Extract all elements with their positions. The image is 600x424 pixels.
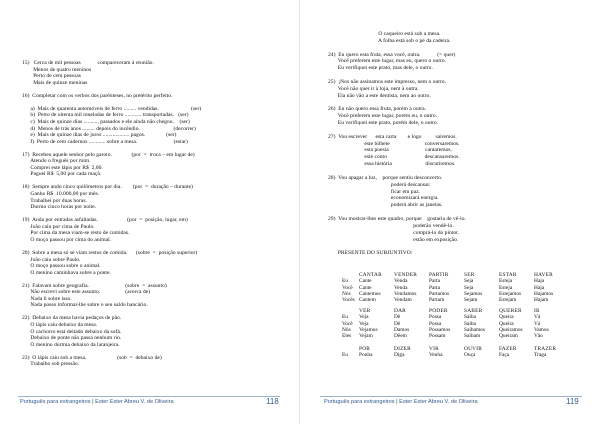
verb-header-cell: POR [359,346,371,352]
left-footer-text: Português para estrangeiros | Ester Ester Abreu V. de Oliveira [20,399,174,405]
left-page-text-line: O cachorro está deitado debaixo da sofá. [22,328,122,335]
conjugated-form-cell: Faça [499,352,510,359]
verb-header-cell: DAR [394,308,406,314]
conjugated-form-cell: Esteja [499,278,513,285]
conjugated-form-cell: Sejam [464,297,478,304]
left-page-text-line: Nada li sobre isso. [22,295,72,302]
right-page-text-line: poderão vendê-lo. [328,222,454,229]
left-page-text-line: e) Mais de quinze dias de juros ................... pagos. (ser) [22,132,177,139]
right-page-text-line: este bilhete conversaremos. [328,140,460,147]
left-page-text-line: Atendo o freguês por mim. [22,158,91,165]
pronoun-cell: Eles [342,333,352,340]
left-page-text-line: João caiu sobre Paulo. [22,256,81,263]
conjugated-form-cell: Dê [394,320,401,327]
right-page-text-line: 25) ¡Nos não assinamos este impresso, nem o outro. [328,78,446,85]
right-page-text-line: 28) Vou apagar a luz, porque sentiu desconcerto. [328,174,443,181]
left-page-text-line: 23) O lápis caiu sob a mesa. (sob = debaixo de) [22,354,162,361]
conjugated-form-cell: Haja [534,278,545,285]
conjugated-form-cell: Veja [359,314,369,321]
left-page-text-line: a) Mais de quarenta automóveis de ferro ......... vendidas. (ser) [22,105,202,112]
conjugated-form-cell: Possa [429,314,442,321]
conjugated-form-cell: Hajam [534,297,549,304]
conjugated-form-cell: Partamos [429,290,450,297]
left-page-text-line: Comprei este lápis por R$ 2,00. [22,164,103,171]
right-page-text-line: PRESENTE DO SUBJUNTIVO: [328,250,413,257]
right-page-text-line: poderá abrir as janelas. [328,202,443,209]
conjugation-row [342,333,569,339]
verb-header-cell: TRAZER [534,346,557,352]
conjugated-form-cell: Parta [429,284,441,291]
right-page [300,0,600,424]
right-page-text-line: 26) Eu não quero essa fruta, porém a outra. [328,106,427,113]
left-page-number: 118 [266,397,279,406]
left-page-text-line: Debaixo de ponte não passa nenhum rio. [22,335,122,342]
conjugated-form-cell: Possamos [429,326,451,333]
conjugated-form-cell: Cante [359,284,372,291]
conjugated-form-cell: Queira [499,320,514,327]
left-page-text-line: 20) Sobre a mesa só se viam restos de comida. (sobre = posição superior) [22,249,198,256]
verb-header-cell: DIZER [394,346,411,352]
pronoun-cell: Nós [342,326,351,333]
conjugated-form-cell: Parta [429,278,441,285]
pronoun-cell: Vocês [342,297,355,304]
conjugated-form-cell: Saiba [464,314,476,321]
conjugated-form-cell: Vamos [534,326,549,333]
conjugated-form-cell: Venda [394,278,408,285]
left-page-text-line: f) Perto de cem cadernos ............ sobre a mesa. (estar) [22,138,188,145]
left-page-text-line: O lápis caiu debaixo da mesa. [22,322,98,328]
left-footer-rule [18,396,280,397]
conjugated-form-cell: Vejamos [359,326,378,333]
conjugated-form-cell: Venda [394,284,408,291]
pronoun-cell: Você [342,284,353,291]
conjugated-form-cell: Traga [534,352,547,359]
conjugated-form-cell: Cantem [359,297,376,304]
verb-header-cell: PODER [429,308,448,314]
right-page-text-line: A folha está sob o pé da cadeira. [328,37,451,44]
right-page-text-line: essa história discutiremos. [328,161,456,168]
conjugated-form-cell: Esteja [499,284,513,291]
left-page-text-line: 21) Falavam sobre geografia. (sobre = assunto) [22,282,167,289]
conjugated-form-cell: Damos [394,326,410,333]
verb-header-cell: QUERER [499,308,522,314]
conjugated-form-cell: Saiba [464,320,476,327]
left-page-text-line: b) Perto de oitenta mil toneladas de ferro ............ transportadas. (ser) [22,112,189,119]
right-footer-text: Português para estrangeiros | Ester Ester Abreu V. de Oliveira [324,399,478,405]
left-page-text-line: O moço passou por cima do animal. [22,236,112,243]
conjugated-form-cell: Saibam [464,333,481,340]
conjugated-form-cell: Ouça [464,352,476,359]
left-page-text-line: Ganho R$ 10.000,00 por mês. [22,191,100,197]
conjugation-row [342,352,569,358]
pronoun-cell: Você [342,320,353,327]
right-page-text-line: Eu verifiquei este prato, porém dele, o outro. [328,120,439,127]
conjugated-form-cell: Possam [429,333,446,340]
verb-header-cell: FAZER [499,346,517,352]
conjugated-form-cell: Dê [394,314,401,321]
right-page-text-line: 24) Eu quero esta fruta, essa você, outra. (= quer) [328,51,456,58]
conjugated-form-cell: Diga [394,352,405,359]
conjugated-form-cell: Vá [534,314,541,321]
conjugated-form-cell: Vejam [359,333,373,340]
conjugated-form-cell: Queiram [499,333,518,340]
left-page-text-line: O menino dormia debaixo da laranjeira. [22,341,120,348]
right-page-text-line: Você preferem este lugar, porém eu, o outro. [328,113,438,120]
right-page-text-line: O caqueiro está sob a mesa. [328,31,441,37]
verb-header-cell: OUVIR [464,346,483,352]
conjugation-table-1 [342,272,569,303]
left-page-text-line: 19) Anda por entradas asfaltadas. (por = posição, lugar, em) [22,217,188,224]
verb-header-cell: IR [534,308,540,314]
right-page-text-line: Você preferem este lugar, mas eu, quero o outro. [328,58,446,65]
left-page-text-line: Durmo cinco horas por noite. [22,204,97,211]
right-page-text-line: comprá-lo do pintor. [328,229,460,236]
verb-header-cell: PARTIR [429,272,449,278]
left-page-text-line: João caiu por cima de Paulo. [22,223,95,230]
conjugated-form-cell: Saibamos [464,326,485,333]
conjugated-form-cell: Haja [534,284,545,291]
conjugated-form-cell: Dêem [394,333,407,340]
left-page-text-line: 18) Sempre ando cinco quilômetros por dia. (por = duração – durante) [22,184,193,191]
verb-header-cell: SABER [464,308,483,314]
verb-header-cell: CANTAR [359,272,382,278]
right-footer-rule [320,396,582,397]
left-page-text-line: 22) Debaixo da mesa havia pedaços de pão. [22,315,122,322]
left-page-text-line: d) Menos de trás anos ......... depois do incêndio. (decorrer) [22,125,196,132]
conjugated-form-cell: Seja [464,278,474,285]
conjugated-form-cell: Vendam [394,297,412,304]
conjugated-form-cell: Seja [464,284,474,291]
pronoun-cell: Eu [342,314,348,321]
verb-header-cell: VIR [429,346,439,352]
right-page-text-line: 29) Vou mostrar-lhes este quadro, porque gostaria de vê-lo. [328,215,466,222]
verb-header-cell: VENDER [394,272,418,278]
right-page-text-line: ficar em paz. [328,188,420,195]
verb-header-cell: HAVER [534,272,553,278]
right-page-text-line: Eu verifiquei este prato, mas dele, o outro. [328,65,433,72]
left-page-text-line: Menos de quatro meninos [22,66,92,73]
left-page-text-line: Nada posso informar-lhe sobre o seu saldo bancário. [22,302,148,309]
pronoun-cell: Eu [342,278,348,285]
right-page-text-line: poderá descansar. [328,181,431,188]
right-page-text-line: Ela não vão a este dentista, nem ao outro. [328,92,431,99]
right-page-text-line: Você não quer ir à loja, nem à outra. [328,85,419,92]
left-page-text-line: 16) Completar com os verbos dos parênteses, no pretérito perfeito. [22,92,173,99]
right-page-number: 119 [566,397,579,406]
pronoun-cell: Eu [342,352,348,359]
conjugated-form-cell: Queiramos [499,326,523,333]
right-page-text-line: economizará energia. [328,195,439,202]
pronoun-cell: Nós [342,290,351,297]
conjugation-table-2 [342,308,569,339]
left-page-text-line: Mais de quinze meninas [22,79,88,86]
conjugated-form-cell: Queira [499,314,514,321]
left-page-text-line: c) Mais de quinze dias ........... passados e ele ainda não chegou. (ser) [22,118,190,125]
conjugated-form-cell: Estejam [499,297,517,304]
left-page-text-line: Perto de cem pessoas [22,73,81,80]
conjugated-form-cell: Veja [359,320,369,327]
conjugated-form-cell: Cante [359,278,372,285]
left-page-text-line: Não escrevi sobre este assunto. (acerca de) [22,289,150,296]
left-page-text-line: Paguei R$ 5,00 por cada maçã. [22,171,102,178]
conjugated-form-cell: Partam [429,297,445,304]
conjugated-form-cell: Vendamos [394,290,417,297]
conjugated-form-cell: Hajamos [534,290,554,297]
conjugation-row [342,297,569,303]
conjugated-form-cell: Vá [534,320,541,327]
conjugated-form-cell: Cantemos [359,290,381,297]
left-page-text-line: O menino caminhava sobre a ponte. [22,269,111,276]
right-page-text-line: esta poesia cantaremos. [328,147,452,154]
verb-header-cell: VER [359,308,371,314]
right-page-text-line: estão em exposição. [328,236,459,243]
left-page-text-line: Trabalhei por duas horas. [22,197,87,204]
conjugated-form-cell: Sejamos [464,290,483,297]
left-page-text-line: O moço passou sobre o animal. [22,263,101,270]
verb-header-cell: ESTAR [499,272,517,278]
left-page-text-line: Trabalho sob pressão. [22,361,80,368]
conjugated-form-cell: Venha [429,352,443,359]
conjugation-table-3 [342,346,569,359]
conjugated-form-cell: Possa [429,320,442,327]
left-page-text-line: Por cima da mesa viam-se resto de comidas. [22,230,130,237]
conjugated-form-cell: Estejamos [499,290,522,297]
left-page-text-line: 17) Recebeu aquele senhor pelo garoto. (por = troca – em lugar de) [22,151,195,158]
left-page-text-line: 15) Cerca de mil pessoas compareceram à reunião. [22,60,154,66]
right-page-text-line: 27) Vou escrever esta carta e logo sairemos. [328,133,457,140]
conjugated-form-cell: Vão [534,333,543,340]
right-page-text-line: este conto descansaremos. [328,154,460,161]
conjugated-form-cell: Ponha [359,352,373,359]
verb-header-cell: SER [464,272,475,278]
